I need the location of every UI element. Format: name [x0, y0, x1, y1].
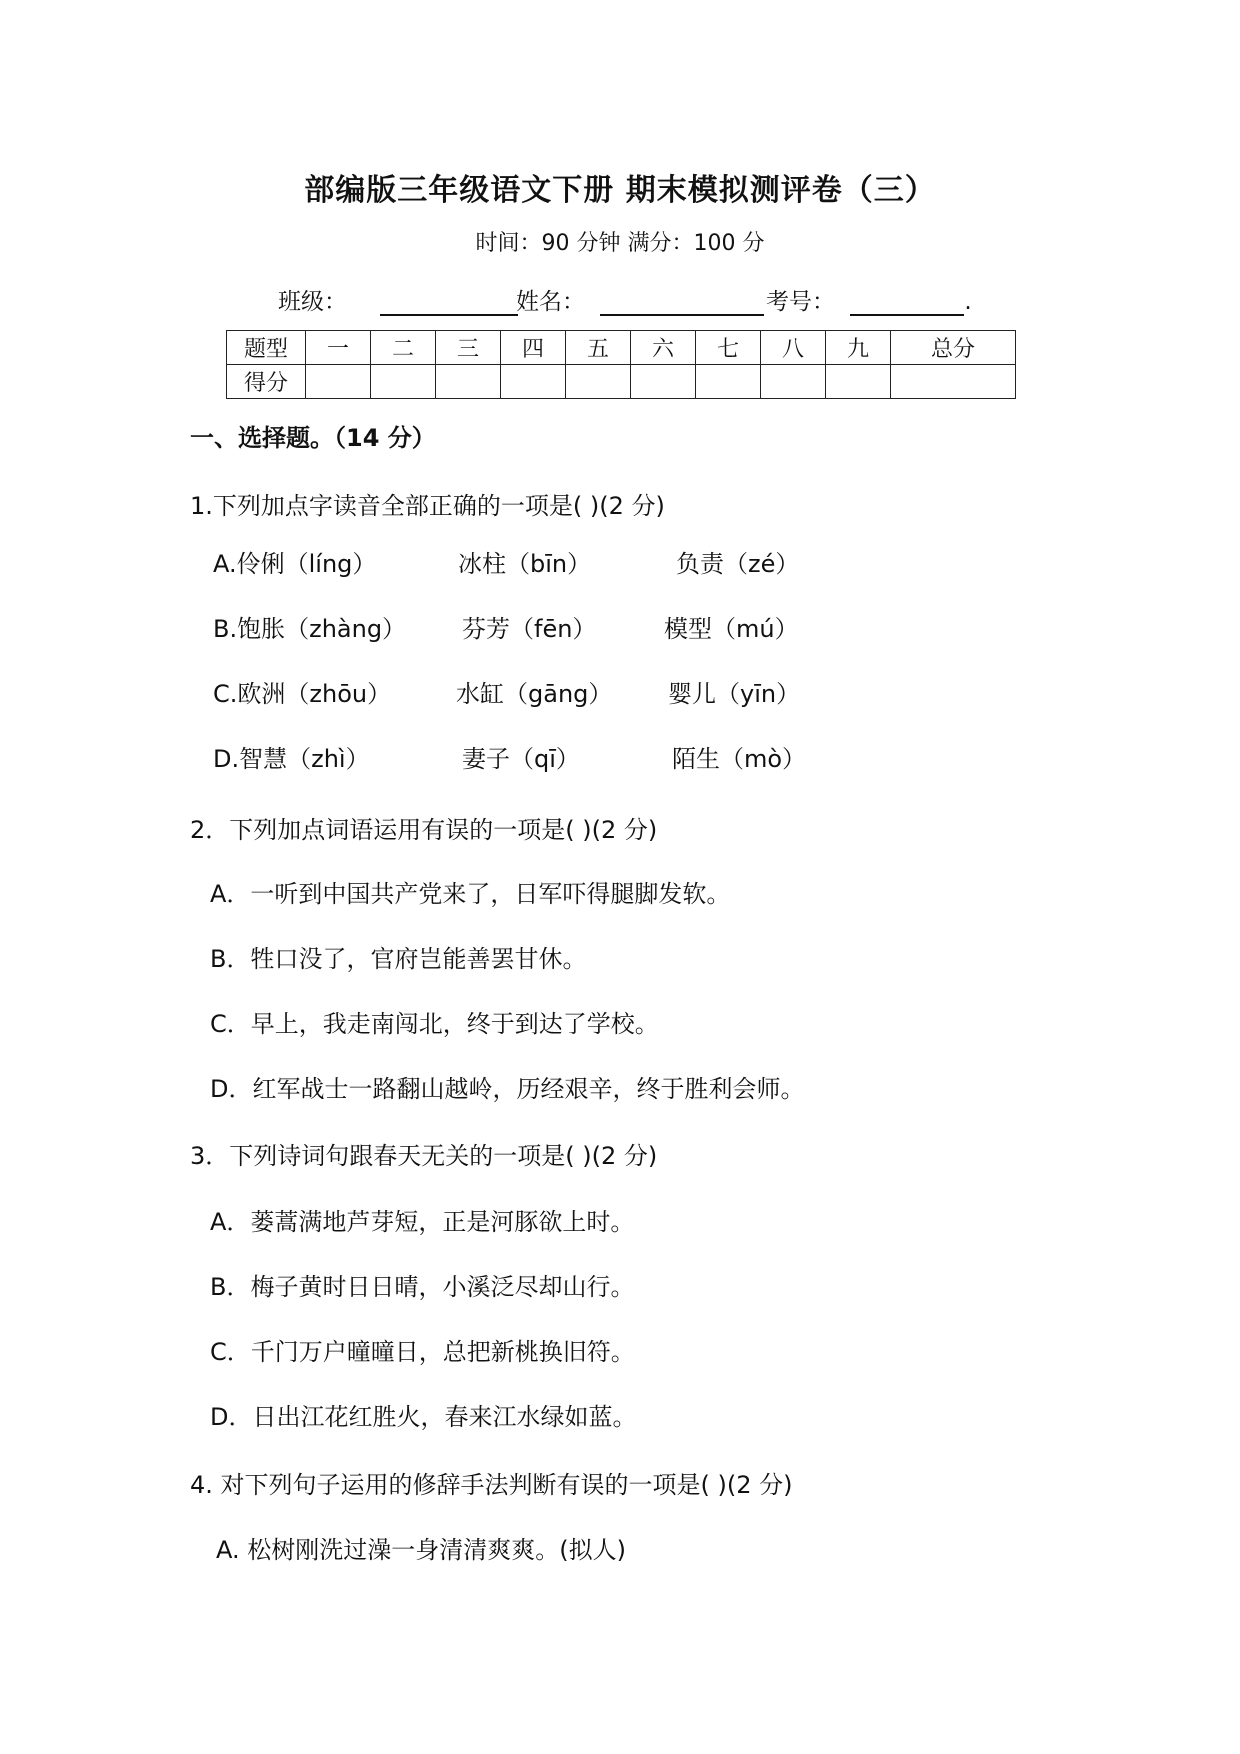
- section-heading-choice: 一、选择题。（14 分）: [190, 424, 436, 452]
- score-cell[interactable]: [436, 365, 501, 399]
- q2-option-c: C．早上，我走南闯北，终于到达了学校。: [210, 1010, 659, 1038]
- q1-option-d3: 陌生（mò）: [672, 745, 807, 773]
- q1-option-c2: 水缸（gāng）: [456, 680, 613, 708]
- score-cell[interactable]: [501, 365, 566, 399]
- score-row-label: 得分: [227, 365, 306, 399]
- q1-option-b1: B.饱胀（zhàng）: [213, 615, 407, 643]
- q2-option-b: B．牲口没了，官府岂能善罢甘休。: [210, 945, 587, 973]
- score-header-cell: 三: [436, 331, 501, 365]
- q4-option-a: A. 松树刚洗过澡一身清清爽爽。(拟人): [216, 1536, 626, 1564]
- score-cell[interactable]: [696, 365, 761, 399]
- score-header-cell: 二: [371, 331, 436, 365]
- score-header-cell: 六: [631, 331, 696, 365]
- score-cell[interactable]: [826, 365, 891, 399]
- q3-option-c: C．千门万户曈曈日，总把新桃换旧符。: [210, 1338, 635, 1366]
- question-3-stem: 3．下列诗词句跟春天无关的一项是( )(2 分): [190, 1142, 658, 1170]
- number-label: 考号：: [766, 289, 835, 315]
- score-header-cell: 八: [761, 331, 826, 365]
- question-4-stem: 4. 对下列句子运用的修辞手法判断有误的一项是( )(2 分): [190, 1471, 793, 1499]
- q1-option-a2: 冰柱（bīn）: [458, 550, 592, 578]
- score-header-cell: 九: [826, 331, 891, 365]
- q1-option-d2: 妻子（qī）: [462, 745, 580, 773]
- score-header-cell: 四: [501, 331, 566, 365]
- name-blank[interactable]: [600, 288, 764, 316]
- score-table-score-row: [227, 365, 1016, 399]
- score-cell[interactable]: [306, 365, 371, 399]
- q1-option-b2: 芬芳（fēn）: [462, 615, 597, 643]
- score-cell[interactable]: [631, 365, 696, 399]
- exam-time-score: 时间：90 分钟 满分：100 分: [475, 231, 765, 256]
- question-1-stem: 1.下列加点字读音全部正确的一项是( )(2 分): [190, 492, 665, 520]
- q3-option-a: A．蒌蒿满地芦芽短，正是河豚欲上时。: [210, 1208, 635, 1236]
- score-table: [226, 330, 1016, 399]
- score-header-cell: 总分: [891, 331, 1016, 365]
- q1-option-c3: 婴儿（yīn）: [668, 680, 801, 708]
- q1-option-b3: 模型（mú）: [664, 615, 799, 643]
- class-label: 班级：: [278, 289, 347, 315]
- score-cell[interactable]: [371, 365, 436, 399]
- info-end: .: [964, 289, 972, 315]
- question-2-stem: 2．下列加点词语运用有误的一项是( )(2 分): [190, 816, 658, 844]
- q1-option-a1: A.伶俐（líng）: [213, 550, 377, 578]
- q2-option-d: D．红军战士一路翻山越岭，历经艰辛，终于胜利会师。: [210, 1075, 805, 1103]
- q2-option-a: A．一听到中国共产党来了，日军吓得腿脚发软。: [210, 880, 731, 908]
- score-cell[interactable]: [566, 365, 631, 399]
- class-field: [278, 283, 518, 316]
- q1-option-a3: 负责（zé）: [676, 550, 800, 578]
- name-field: [516, 283, 764, 316]
- class-blank[interactable]: [380, 288, 518, 316]
- score-cell[interactable]: [761, 365, 826, 399]
- q3-option-b: B．梅子黄时日日晴，小溪泛尽却山行。: [210, 1273, 635, 1301]
- name-label: 姓名：: [516, 289, 585, 315]
- score-cell[interactable]: [891, 365, 1016, 399]
- number-field: [766, 283, 972, 316]
- score-header-cell: 题型: [227, 331, 306, 365]
- score-header-cell: 七: [696, 331, 761, 365]
- q1-option-d1: D.智慧（zhì）: [213, 745, 370, 773]
- score-table-header-row: [227, 331, 1016, 365]
- number-blank[interactable]: [850, 288, 964, 316]
- q3-option-d: D．日出江花红胜火，春来江水绿如蓝。: [210, 1403, 637, 1431]
- score-header-cell: 一: [306, 331, 371, 365]
- q1-option-c1: C.欧洲（zhōu）: [213, 680, 392, 708]
- page-title: 部编版三年级语文下册 期末模拟测评卷（三）: [304, 173, 936, 208]
- score-header-cell: 五: [566, 331, 631, 365]
